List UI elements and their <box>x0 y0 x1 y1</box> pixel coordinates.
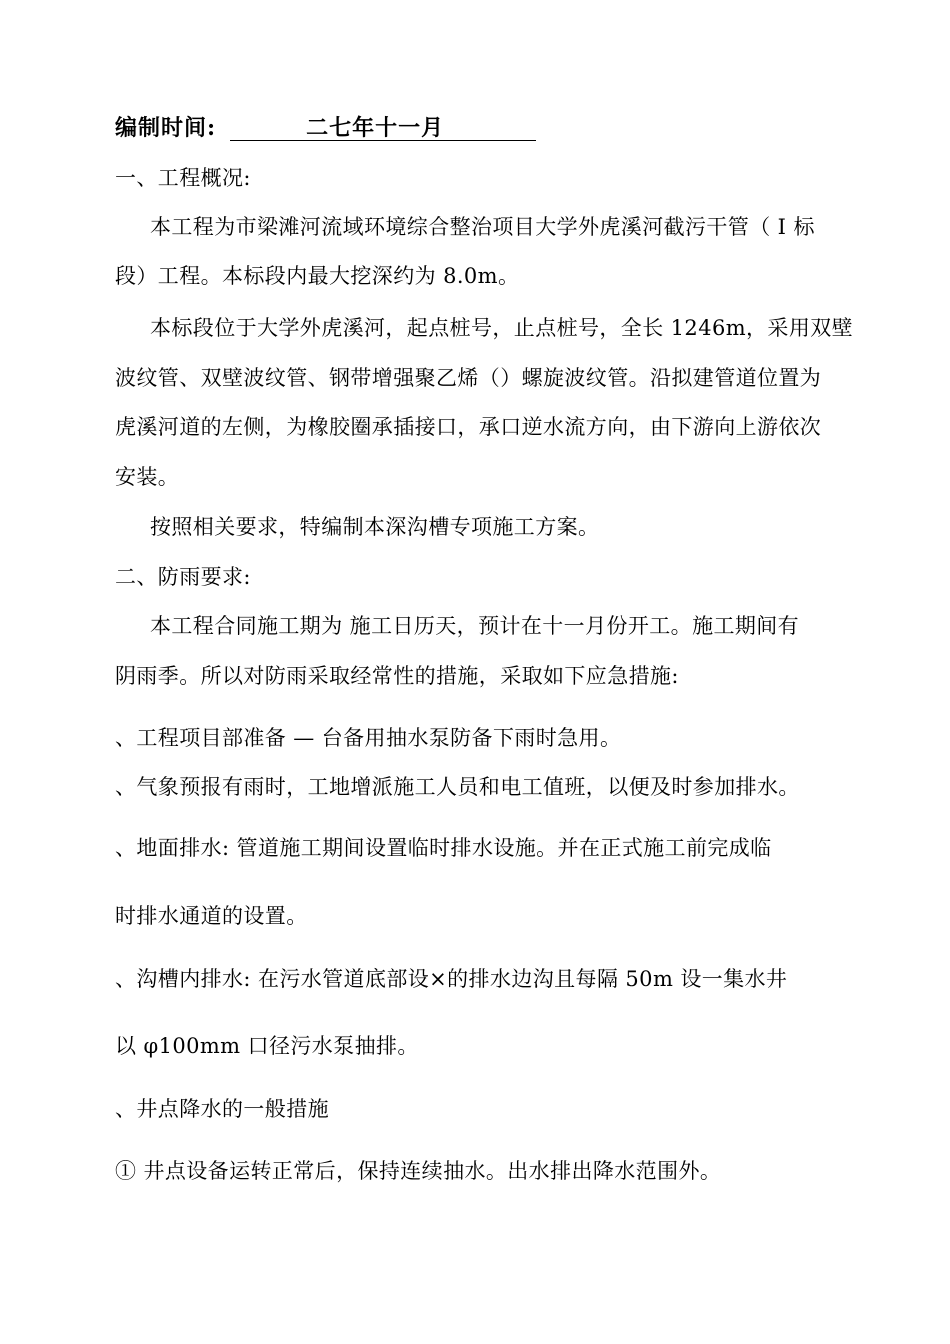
compile-date-field <box>230 112 536 141</box>
compile-date-value: 二七年十一月 <box>306 115 445 141</box>
paragraph-line: 本标段位于大学外虎溪河，起点桩号，止点桩号，全长 1246m，采用双壁 <box>150 316 854 340</box>
paragraph-line: 虎溪河道的左侧，为橡胶圈承插接口，承口逆水流方向，由下游向上游依次 <box>115 415 822 439</box>
paragraph-line: 段）工程。本标段内最大挖深约为 8.0m。 <box>115 264 520 288</box>
compile-date-label: 编制时间: <box>115 115 217 141</box>
list-item: 、井点降水的一般措施 <box>115 1097 329 1121</box>
list-item-continuation: 以 φ100mm 口径污水泵抽排。 <box>115 1034 419 1058</box>
paragraph-line: 本工程为市梁滩河流域环境综合整治项目大学外虎溪河截污干管（ I 标 <box>150 215 815 239</box>
section-heading-overview: 一、工程概况: <box>115 166 251 190</box>
numbered-item: ① 井点设备运转正常后，保持连续抽水。出水排出降水范围外。 <box>115 1159 722 1183</box>
compile-date-row <box>115 112 536 144</box>
paragraph-line: 阴雨季。所以对防雨采取经常性的措施，采取如下应急措施: <box>115 664 679 688</box>
paragraph-line: 安装。 <box>115 465 180 489</box>
list-item: 、气象预报有雨时，工地增派施工人员和电工值班，以便及时参加排水。 <box>115 775 800 799</box>
section-heading-rain: 二、防雨要求: <box>115 565 251 589</box>
list-item: 、工程项目部准备 — 台备用抽水泵防备下雨时急用。 <box>115 726 622 750</box>
paragraph-line: 波纹管、双壁波纹管、钢带增强聚乙烯（）螺旋波纹管。沿拟建管道位置为 <box>115 366 822 390</box>
list-item: 、沟槽内排水: 在污水管道底部设×的排水边沟且每隔 50m 设一集水井 <box>115 967 788 991</box>
paragraph-line: 本工程合同施工期为 施工日历天，预计在十一月份开工。施工期间有 <box>150 614 800 638</box>
paragraph-line: 按照相关要求，特编制本深沟槽专项施工方案。 <box>150 515 600 539</box>
list-item: 、地面排水: 管道施工期间设置临时排水设施。并在正式施工前完成临 <box>115 836 772 860</box>
list-item-continuation: 时排水通道的设置。 <box>115 904 308 928</box>
